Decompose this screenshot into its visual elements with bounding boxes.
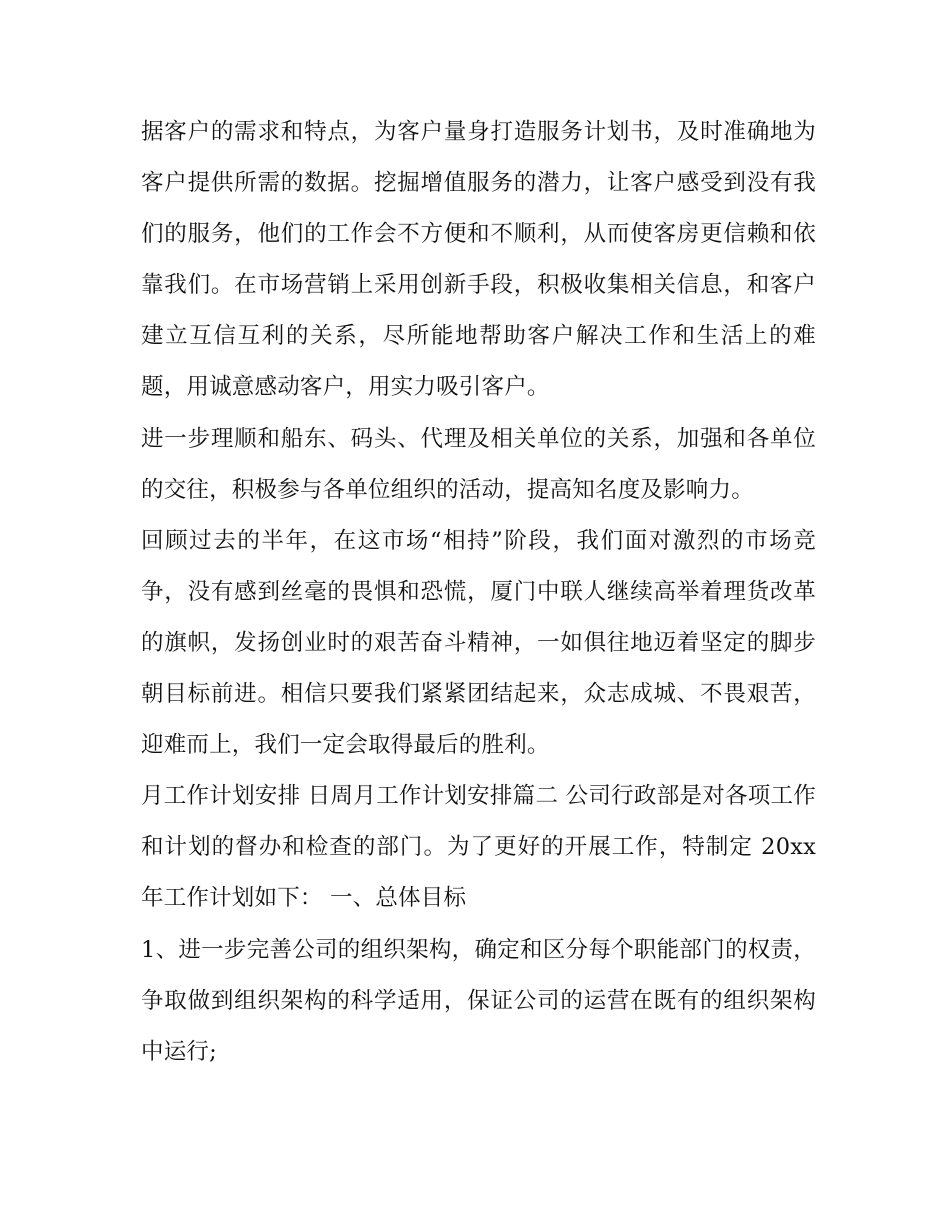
document-body bbox=[141, 107, 816, 1078]
paragraph-review: 回顾过去的半年，在这市场“相持”阶段，我们面对激烈的市场竞争，没有感到丝毫的畏惧和恐慌，厦门中联人继续高举着理货改革的旗帜，发扬创业时的艰苦奋斗精神，一如俱往地迈着坚定的脚步朝目标前进。相信只要我们紧紧团结起来，众志成城、不畏艰苦，迎难而上，我们一定会取得最后的胜利。 bbox=[141, 527, 816, 759]
paragraph-plan-intro: 月工作计划安排 日周月工作计划安排篇二 公司行政部是对各项工作和计划的督办和检查的部门。为了更好的开展工作，特制定 20xx 年工作计划如下： 一、总体目标 bbox=[141, 783, 816, 912]
paragraph-relations: 进一步理顺和船东、码头、代理及相关单位的关系，加强和各单位的交往，积极参与各单位组织的活动，提高知名度及影响力。 bbox=[141, 425, 816, 503]
paragraph-customer-service: 据客户的需求和特点，为客户量身打造服务计划书，及时准确地为客户提供所需的数据。挖掘增值服务的潜力，让客户感受到没有我们的服务，他们的工作会不方便和不顺利，从而使客房更信赖和依靠我们。在市场营销上采用创新手段，积极收集相关信息，和客户建立互信互利的关系，尽所能地帮助客户解决工作和生活上的难题，用诚意感动客户，用实力吸引客户。 bbox=[141, 119, 816, 401]
paragraph-item-1: 1、进一步完善公司的组织架构，确定和区分每个职能部门的权责，争取做到组织架构的科学适用，保证公司的运营在既有的组织架构中运行; bbox=[141, 936, 816, 1065]
